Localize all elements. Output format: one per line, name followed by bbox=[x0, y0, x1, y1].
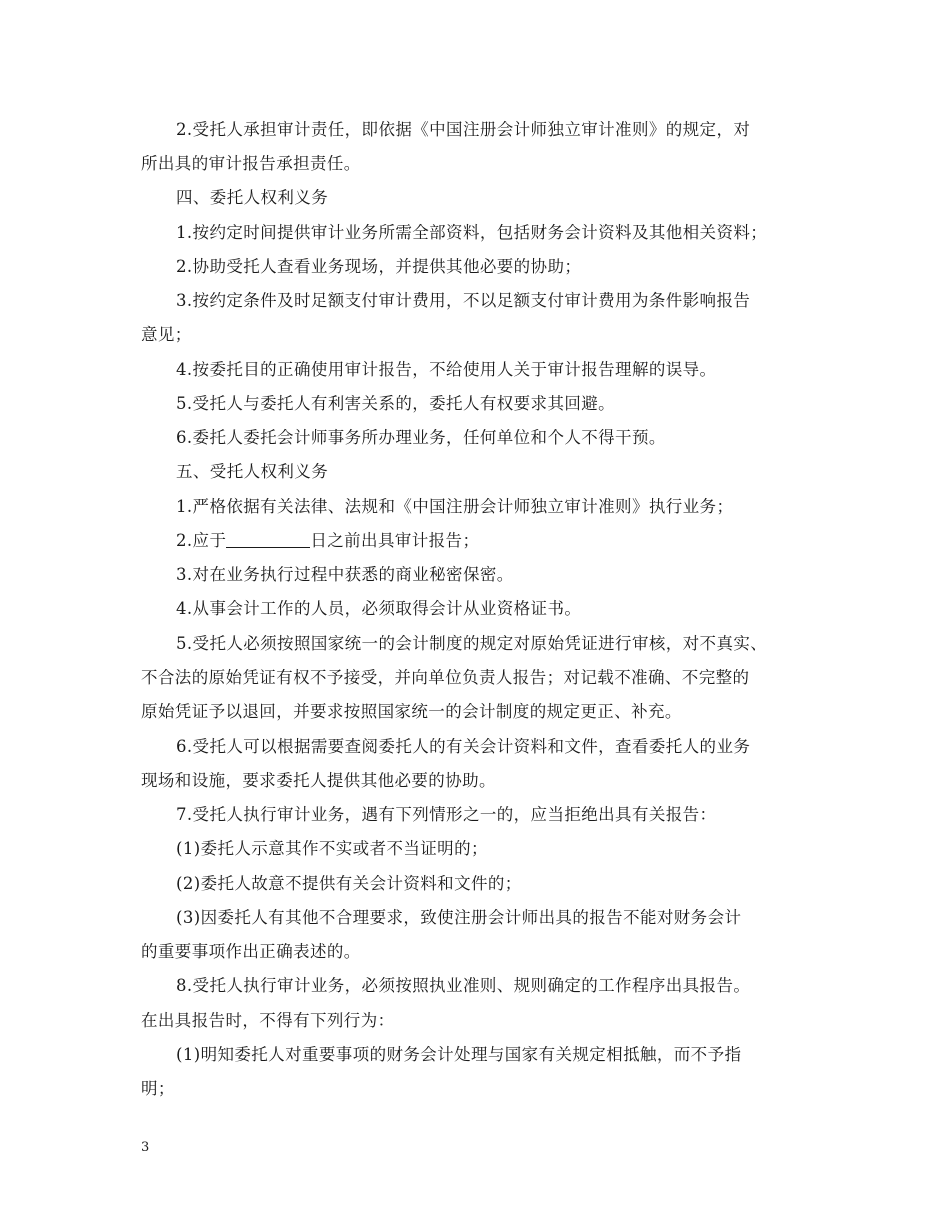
text-line: 在出具报告时，不得有下列行为： bbox=[141, 1011, 395, 1030]
text-line: (2)委托人故意不提供有关会计资料和文件的； bbox=[176, 874, 522, 893]
section-heading: 四、委托人权利义务 bbox=[176, 188, 329, 207]
text-line: 2.受托人承担审计责任，即依据《中国注册会计师独立审计准则》的规定，对 bbox=[176, 120, 751, 139]
text-line: 7.受托人执行审计业务，遇有下列情形之一的，应当拒绝出具有关报告： bbox=[176, 805, 717, 824]
text-segment: 2.应于 bbox=[176, 531, 227, 550]
text-line: (3)因委托人有其他不合理要求，致使注册会计师出具的报告不能对财务会计 bbox=[176, 908, 742, 927]
text-line: 3.对在业务执行过程中获悉的商业秘密保密。 bbox=[176, 565, 514, 584]
text-line: 1.按约定时间提供审计业务所需全部资料，包括财务会计资料及其他相关资料； bbox=[176, 223, 768, 242]
text-line: 1.严格依据有关法律、法规和《中国注册会计师独立审计准则》执行业务； bbox=[176, 497, 734, 516]
text-line: 明； bbox=[141, 1079, 175, 1098]
text-line: 意见； bbox=[141, 325, 192, 344]
text-line: 3.按约定条件及时足额支付审计费用，不以足额支付审计费用为条件影响报告 bbox=[176, 291, 751, 310]
text-line-with-blank bbox=[176, 530, 479, 552]
section-heading: 五、受托人权利义务 bbox=[176, 462, 329, 481]
text-line: 的重要事项作出正确表述的。 bbox=[141, 942, 361, 961]
text-line: 不合法的原始凭证有权不予接受，并向单位负责人报告；对记载不准确、不完整的 bbox=[141, 668, 750, 687]
page-number: 3 bbox=[141, 1140, 150, 1155]
text-line: (1)明知委托人对重要事项的财务会计处理与国家有关规定相抵触，而不予指 bbox=[176, 1045, 742, 1064]
text-line: 4.按委托目的正确使用审计报告，不给使用人关于审计报告理解的误导。 bbox=[176, 360, 717, 379]
text-line: 8.受托人执行审计业务，必须按照执业准则、规则确定的工作程序出具报告。 bbox=[176, 976, 751, 995]
text-line: 5.受托人与委托人有利害关系的，委托人有权要求其回避。 bbox=[176, 394, 616, 413]
text-line: (1)委托人示意其作不实或者不当证明的； bbox=[176, 839, 488, 858]
text-line: 原始凭证予以退回，并要求按照国家统一的会计制度的规定更正、补充。 bbox=[141, 702, 682, 721]
text-segment: 日之前出具审计报告； bbox=[310, 531, 480, 550]
text-line: 5.受托人必须按照国家统一的会计制度的规定对原始凭证进行审核，对不真实、 bbox=[176, 634, 768, 653]
text-line: 2.协助受托人查看业务现场，并提供其他必要的协助； bbox=[176, 257, 582, 276]
text-line: 6.委托人委托会计师事务所办理业务，任何单位和个人不得干预。 bbox=[176, 428, 666, 447]
fill-in-blank bbox=[226, 531, 310, 548]
text-line: 6.受托人可以根据需要查阅委托人的有关会计资料和文件，查看委托人的业务 bbox=[176, 737, 751, 756]
text-line: 所出具的审计报告承担责任。 bbox=[141, 154, 361, 173]
text-line: 4.从事会计工作的人员，必须取得会计从业资格证书。 bbox=[176, 599, 582, 618]
text-line: 现场和设施，要求委托人提供其他必要的协助。 bbox=[141, 771, 496, 790]
